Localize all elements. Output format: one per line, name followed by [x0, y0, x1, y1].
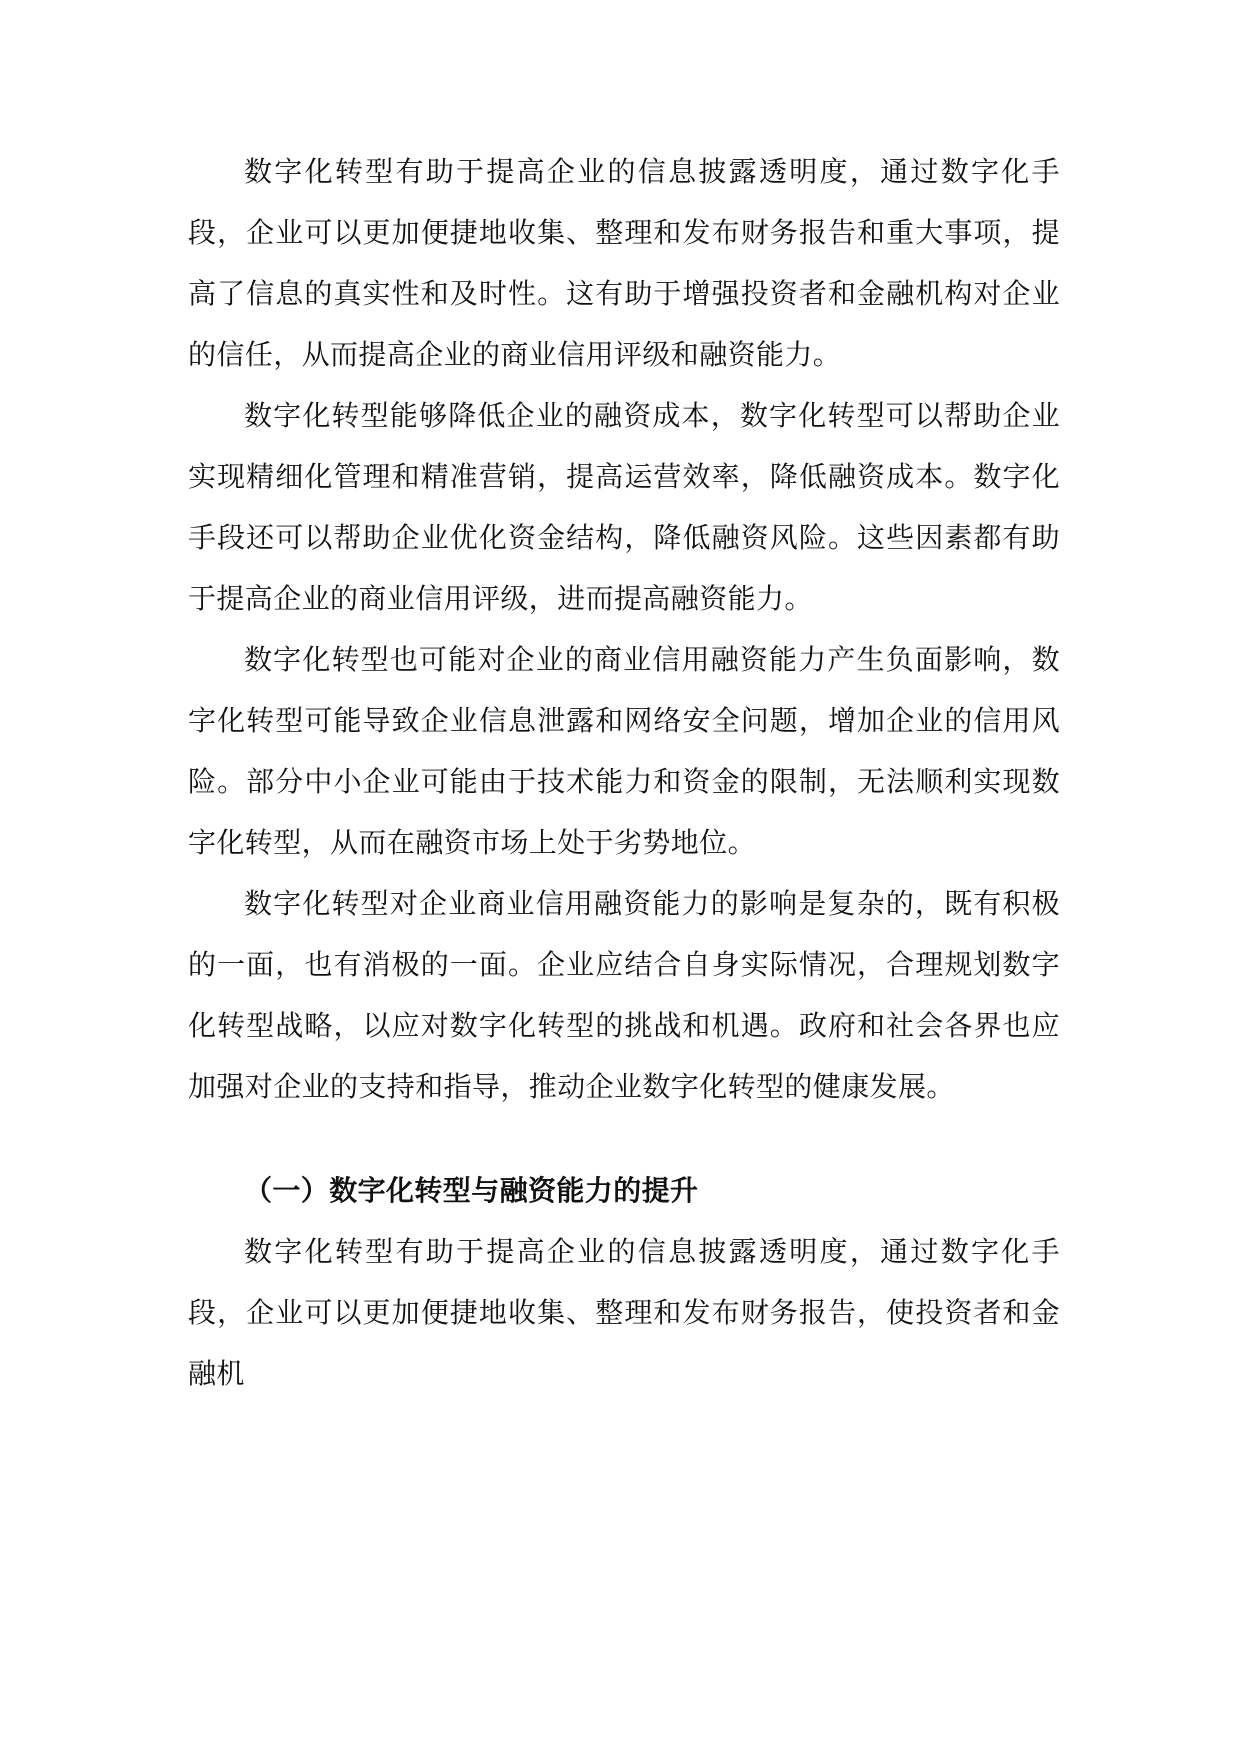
paragraph-disclosure-transparency: 数字化转型有助于提高企业的信息披露透明度，通过数字化手段，企业可以更加便捷地收集、整理和发布财务报告和重大事项，提高了信息的真实性和及时性。这有助于增强投资者和金融机构对企业的信任，从而提高企业的商业信用评级和融资能力。: [188, 155, 1060, 371]
paragraph-section-intro: 数字化转型有助于提高企业的信息披露透明度，通过数字化手段，企业可以更加便捷地收集、整理和发布财务报告，使投资者和金融机: [188, 1235, 1060, 1390]
paragraph-financing-cost: 数字化转型能够降低企业的融资成本，数字化转型可以帮助企业实现精细化管理和精准营销，提高运营效率，降低融资成本。数字化手段还可以帮助企业优化资金结构，降低融资风险。这些因素都有助于提高企业的商业信用评级，进而提高融资能力。: [188, 399, 1060, 615]
section-heading: （一）数字化转型与融资能力的提升: [244, 1174, 699, 1207]
document-body: [188, 141, 1060, 1404]
paragraph-conclusion: 数字化转型对企业商业信用融资能力的影响是复杂的，既有积极的一面，也有消极的一面。企业应结合自身实际情况，合理规划数字化转型战略，以应对数字化转型的挑战和机遇。政府和社会各界也应加强对企业的支持和指导，推动企业数字化转型的健康发展。: [188, 887, 1060, 1103]
paragraph-negative-impact: 数字化转型也可能对企业的商业信用融资能力产生负面影响，数字化转型可能导致企业信息泄露和网络安全问题，增加企业的信用风险。部分中小企业可能由于技术能力和资金的限制，无法顺利实现数字化转型，从而在融资市场上处于劣势地位。: [188, 643, 1060, 859]
